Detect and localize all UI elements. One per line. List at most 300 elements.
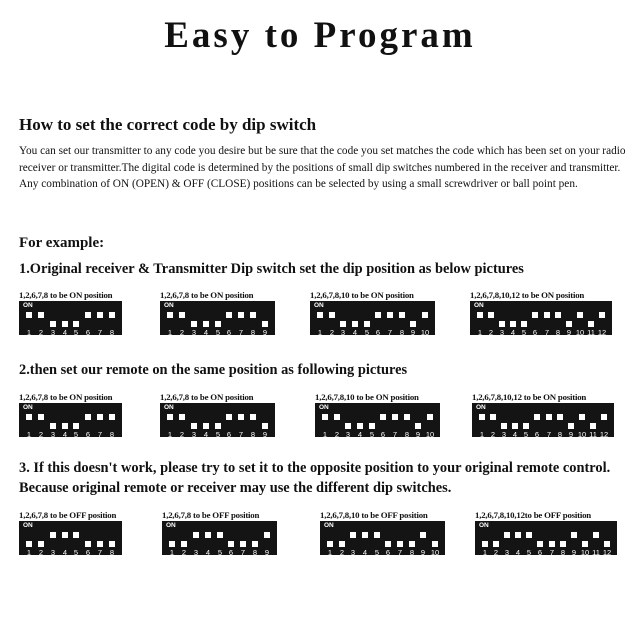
switch-knob-off bbox=[510, 321, 516, 327]
switch-number: 1 bbox=[26, 328, 32, 337]
dip-switch-slot-12 bbox=[604, 532, 610, 547]
switch-number: 8 bbox=[250, 430, 256, 439]
switch-knob-off bbox=[501, 423, 507, 429]
switch-knob-on bbox=[375, 312, 381, 318]
switch-number: 4 bbox=[510, 328, 516, 337]
switch-knob-off bbox=[181, 541, 187, 547]
dip-switch-slot-2 bbox=[179, 414, 185, 429]
on-label: ON bbox=[164, 302, 174, 309]
switch-knob-on bbox=[427, 414, 433, 420]
dip-switch-slot-4 bbox=[352, 312, 358, 327]
dip-switch-slot-8 bbox=[109, 312, 115, 327]
switch-number: 2 bbox=[179, 328, 185, 337]
switch-knob-off bbox=[50, 321, 56, 327]
dip-switch-slot-7 bbox=[240, 532, 246, 547]
dip-switch-slot-4 bbox=[62, 532, 68, 547]
switch-number: 2 bbox=[38, 328, 44, 337]
switch-knob-off bbox=[345, 423, 351, 429]
dip-switch-slot-10 bbox=[427, 414, 433, 429]
dip-switch-slot-4 bbox=[62, 414, 68, 429]
page-title: Easy to Program bbox=[164, 15, 476, 56]
switch-number: 10 bbox=[577, 430, 587, 439]
switch-knob-off bbox=[327, 541, 333, 547]
switch-knob-off bbox=[385, 541, 391, 547]
dip-switch-caption: 1,2,6,7,8 to be ON position bbox=[160, 290, 254, 300]
dip-switch-slot-9 bbox=[568, 414, 574, 429]
switch-knob-on bbox=[205, 532, 211, 538]
switch-number: 2 bbox=[334, 430, 340, 439]
switch-knob-off bbox=[262, 423, 268, 429]
switch-number: 6 bbox=[226, 328, 232, 337]
dip-switch-slot-11 bbox=[590, 414, 596, 429]
dip-switch-slot-4 bbox=[357, 414, 363, 429]
switch-knob-off bbox=[512, 423, 518, 429]
dip-switch-body bbox=[475, 521, 617, 555]
dip-switch-slot-4 bbox=[362, 532, 368, 547]
switch-number: 5 bbox=[364, 328, 370, 337]
dip-switch-slot-9 bbox=[566, 312, 572, 327]
switch-number: 2 bbox=[179, 430, 185, 439]
dip-switch-slot-8 bbox=[557, 414, 563, 429]
dip-switch-slot-2 bbox=[179, 312, 185, 327]
switch-number: 9 bbox=[262, 430, 268, 439]
switch-number: 1 bbox=[317, 328, 323, 337]
switch-number: 1 bbox=[167, 430, 173, 439]
switch-number: 7 bbox=[97, 430, 103, 439]
switch-number: 5 bbox=[369, 430, 375, 439]
dip-switch-slot-2 bbox=[490, 414, 496, 429]
switch-number: 10 bbox=[580, 548, 590, 557]
dip-switch-slot-9 bbox=[264, 532, 270, 547]
switch-number: 5 bbox=[217, 548, 223, 557]
dip-switch-slot-11 bbox=[593, 532, 599, 547]
dip-switch-slot-6 bbox=[85, 532, 91, 547]
switch-number: 1 bbox=[167, 328, 173, 337]
dip-switch-slot-6 bbox=[380, 414, 386, 429]
dip-switch-slot-5 bbox=[73, 312, 79, 327]
switch-number: 8 bbox=[555, 328, 561, 337]
dip-switch-slot-12 bbox=[599, 312, 605, 327]
switch-number: 4 bbox=[62, 548, 68, 557]
switch-knob-on bbox=[534, 414, 540, 420]
switch-knob-off bbox=[352, 321, 358, 327]
dip-switch-slot-3 bbox=[191, 312, 197, 327]
dip-switch-slot-1 bbox=[477, 312, 483, 327]
switch-knob-off bbox=[432, 541, 438, 547]
switch-number: 2 bbox=[490, 430, 496, 439]
dip-switch-slot-7 bbox=[544, 312, 550, 327]
switch-knob-on bbox=[179, 414, 185, 420]
dip-switch-slot-6 bbox=[228, 532, 234, 547]
switch-knob-on bbox=[477, 312, 483, 318]
switch-number: 4 bbox=[205, 548, 211, 557]
dip-switch-slot-3 bbox=[345, 414, 351, 429]
dip-switch-slot-1 bbox=[482, 532, 488, 547]
switch-knob-on bbox=[238, 312, 244, 318]
dip-switch-slot-7 bbox=[238, 414, 244, 429]
switch-knob-on bbox=[479, 414, 485, 420]
switch-knob-off bbox=[109, 541, 115, 547]
on-label: ON bbox=[164, 404, 174, 411]
switch-knob-off bbox=[604, 541, 610, 547]
switch-knob-on bbox=[350, 532, 356, 538]
dip-switch-slot-4 bbox=[205, 532, 211, 547]
switch-number: 6 bbox=[534, 430, 540, 439]
on-label: ON bbox=[476, 404, 486, 411]
switch-knob-off bbox=[203, 423, 209, 429]
switch-number: 4 bbox=[203, 328, 209, 337]
step-2-heading: 2.then set our remote on the same position as following pictures bbox=[19, 362, 408, 378]
on-label: ON bbox=[314, 302, 324, 309]
switch-number: 4 bbox=[62, 430, 68, 439]
switch-number: 2 bbox=[38, 548, 44, 557]
switch-knob-on bbox=[380, 414, 386, 420]
switch-number: 8 bbox=[109, 548, 115, 557]
switch-knob-on bbox=[601, 414, 607, 420]
dip-switch-slot-6 bbox=[385, 532, 391, 547]
dip-switch-slot-3 bbox=[50, 414, 56, 429]
dip-switch-body bbox=[310, 301, 435, 335]
switch-knob-off bbox=[588, 321, 594, 327]
switch-knob-off bbox=[521, 321, 527, 327]
switch-number: 3 bbox=[193, 548, 199, 557]
dip-switch-caption: 1,2,6,7,8 to be ON position bbox=[19, 290, 113, 300]
switch-number: 11 bbox=[587, 328, 595, 337]
dip-switch-slot-1 bbox=[479, 414, 485, 429]
dip-switch-slot-3 bbox=[340, 312, 346, 327]
dip-switch-slot-5 bbox=[73, 532, 79, 547]
switch-knob-off bbox=[410, 321, 416, 327]
switch-knob-on bbox=[38, 414, 44, 420]
switch-number: 5 bbox=[215, 328, 221, 337]
dip-switch-slot-8 bbox=[409, 532, 415, 547]
switch-knob-on bbox=[579, 414, 585, 420]
switch-number: 2 bbox=[488, 328, 494, 337]
switch-number: 6 bbox=[380, 430, 386, 439]
switch-number: 10 bbox=[575, 328, 585, 337]
dip-switch-slot-8 bbox=[109, 414, 115, 429]
switch-number: 5 bbox=[73, 548, 79, 557]
switch-knob-on bbox=[329, 312, 335, 318]
switch-knob-on bbox=[250, 414, 256, 420]
dip-switch-slot-2 bbox=[488, 312, 494, 327]
switch-number: 2 bbox=[181, 548, 187, 557]
switch-number: 4 bbox=[512, 430, 518, 439]
switch-knob-on bbox=[322, 414, 328, 420]
switch-knob-off bbox=[523, 423, 529, 429]
switch-knob-off bbox=[357, 423, 363, 429]
dip-switch-slot-4 bbox=[512, 414, 518, 429]
dip-switch-slot-9 bbox=[262, 312, 268, 327]
switch-knob-off bbox=[38, 541, 44, 547]
switch-knob-on bbox=[577, 312, 583, 318]
dip-switch-slot-3 bbox=[504, 532, 510, 547]
dip-switch-slot-5 bbox=[73, 414, 79, 429]
dip-switch-slot-6 bbox=[85, 312, 91, 327]
switch-number: 6 bbox=[85, 328, 91, 337]
dip-switch-slot-9 bbox=[410, 312, 416, 327]
switch-number: 8 bbox=[109, 328, 115, 337]
switch-number: 10 bbox=[420, 328, 430, 337]
switch-knob-off bbox=[228, 541, 234, 547]
switch-knob-on bbox=[334, 414, 340, 420]
dip-switch-slot-6 bbox=[85, 414, 91, 429]
switch-number: 12 bbox=[597, 328, 607, 337]
switch-number: 3 bbox=[340, 328, 346, 337]
switch-knob-off bbox=[215, 423, 221, 429]
dip-switch-slot-1 bbox=[26, 532, 32, 547]
switch-knob-on bbox=[109, 312, 115, 318]
switch-number: 5 bbox=[374, 548, 380, 557]
switch-knob-on bbox=[264, 532, 270, 538]
switch-number: 9 bbox=[566, 328, 572, 337]
dip-switch-caption: 1,2,6,7,8 to be ON position bbox=[19, 392, 113, 402]
dip-switch-slot-7 bbox=[387, 312, 393, 327]
step-1-dip-switch-row bbox=[0, 290, 640, 360]
on-label: ON bbox=[474, 302, 484, 309]
dip-switch-slot-6 bbox=[375, 312, 381, 327]
dip-switch-slot-1 bbox=[26, 414, 32, 429]
switch-number: 7 bbox=[397, 548, 403, 557]
switch-number: 7 bbox=[240, 548, 246, 557]
switch-number: 6 bbox=[226, 430, 232, 439]
dip-switch-slot-5 bbox=[526, 532, 532, 547]
switch-number: 1 bbox=[482, 548, 488, 557]
dip-switch-slot-6 bbox=[226, 312, 232, 327]
switch-number: 3 bbox=[350, 548, 356, 557]
step-3-heading: 3. If this doesn't work, please try to set it to the opposite position to your original remote control. Because original remote or receiver may use the different dip switches. bbox=[19, 460, 611, 496]
on-label: ON bbox=[319, 404, 329, 411]
switch-number: 9 bbox=[262, 328, 268, 337]
dip-switch-slot-5 bbox=[374, 532, 380, 547]
switch-knob-on bbox=[544, 312, 550, 318]
dip-switch-slot-5 bbox=[215, 414, 221, 429]
switch-number: 5 bbox=[73, 328, 79, 337]
dip-switch-slot-9 bbox=[415, 414, 421, 429]
switch-number: 1 bbox=[327, 548, 333, 557]
switch-knob-on bbox=[85, 414, 91, 420]
switch-number: 12 bbox=[602, 548, 612, 557]
switch-number: 6 bbox=[385, 548, 391, 557]
dip-switch-slot-9 bbox=[420, 532, 426, 547]
switch-knob-off bbox=[62, 321, 68, 327]
dip-switch-slot-2 bbox=[38, 414, 44, 429]
switch-knob-off bbox=[97, 541, 103, 547]
switch-number: 8 bbox=[557, 430, 563, 439]
switch-number: 1 bbox=[169, 548, 175, 557]
dip-switch-slot-10 bbox=[432, 532, 438, 547]
dip-switch-slot-1 bbox=[317, 312, 323, 327]
switch-number: 9 bbox=[264, 548, 270, 557]
dip-switch-caption: 1,2,6,7,8,10 to be ON position bbox=[315, 392, 419, 402]
switch-number: 6 bbox=[375, 328, 381, 337]
switch-knob-on bbox=[26, 414, 32, 420]
dip-switch-slot-3 bbox=[499, 312, 505, 327]
switch-knob-off bbox=[85, 541, 91, 547]
dip-switch-slot-10 bbox=[577, 312, 583, 327]
switch-knob-off bbox=[240, 541, 246, 547]
step-2-dip-switch-row bbox=[0, 392, 640, 462]
switch-number: 3 bbox=[345, 430, 351, 439]
dip-switch-body bbox=[19, 403, 122, 437]
switch-knob-off bbox=[397, 541, 403, 547]
switch-number: 3 bbox=[50, 430, 56, 439]
instruction-paragraph: You can set our transmitter to any code you desire but be sure that the code you set matches the code which has been set on your radio receiver or transmitter.The digital code is determined by the positions of small dip switches numbered in the receiver and transmitter. Any combination of ON (OPEN) & OFF (CLOSE) positions can be selected by using a small screwdriver or ball point pen. bbox=[19, 145, 626, 190]
switch-knob-on bbox=[374, 532, 380, 538]
dip-switch-slot-2 bbox=[334, 414, 340, 429]
dip-switch-slot-3 bbox=[191, 414, 197, 429]
step-1-heading: 1.Original receiver & Transmitter Dip switch set the dip position as below pictures bbox=[19, 261, 524, 277]
dip-switch-slot-7 bbox=[238, 312, 244, 327]
switch-number: 3 bbox=[50, 328, 56, 337]
switch-knob-off bbox=[340, 321, 346, 327]
switch-knob-off bbox=[262, 321, 268, 327]
dip-switch-slot-9 bbox=[262, 414, 268, 429]
dip-switch-caption: 1,2,6,7,8,10,12 to be ON position bbox=[470, 290, 585, 300]
dip-switch-slot-7 bbox=[97, 532, 103, 547]
dip-switch-slot-9 bbox=[571, 532, 577, 547]
switch-number: 9 bbox=[568, 430, 574, 439]
switch-knob-off bbox=[369, 423, 375, 429]
switch-knob-off bbox=[482, 541, 488, 547]
switch-number: 1 bbox=[479, 430, 485, 439]
switch-knob-off bbox=[62, 423, 68, 429]
dip-switch-slot-2 bbox=[38, 312, 44, 327]
switch-knob-on bbox=[238, 414, 244, 420]
switch-knob-on bbox=[392, 414, 398, 420]
switch-knob-on bbox=[532, 312, 538, 318]
switch-number: 8 bbox=[404, 430, 410, 439]
switch-knob-off bbox=[566, 321, 572, 327]
switch-knob-off bbox=[339, 541, 345, 547]
dip-switch-slot-5 bbox=[215, 312, 221, 327]
on-label: ON bbox=[23, 302, 33, 309]
switch-number: 9 bbox=[410, 328, 416, 337]
switch-number: 1 bbox=[26, 430, 32, 439]
switch-number: 8 bbox=[252, 548, 258, 557]
switch-number: 5 bbox=[523, 430, 529, 439]
switch-number: 4 bbox=[352, 328, 358, 337]
switch-number: 1 bbox=[26, 548, 32, 557]
switch-number: 5 bbox=[521, 328, 527, 337]
dip-switch-slot-7 bbox=[549, 532, 555, 547]
switch-number: 11 bbox=[589, 430, 597, 439]
switch-knob-off bbox=[169, 541, 175, 547]
switch-knob-off bbox=[364, 321, 370, 327]
switch-number: 4 bbox=[357, 430, 363, 439]
dip-switch-body bbox=[472, 403, 614, 437]
dip-switch-caption: 1,2,6,7,8,10,12to be OFF position bbox=[475, 510, 591, 520]
dip-switch-slot-2 bbox=[329, 312, 335, 327]
switch-number: 3 bbox=[504, 548, 510, 557]
dip-switch-slot-8 bbox=[252, 532, 258, 547]
dip-switch-slot-4 bbox=[510, 312, 516, 327]
dip-switch-body bbox=[19, 521, 122, 555]
dip-switch-slot-4 bbox=[203, 312, 209, 327]
switch-number: 11 bbox=[592, 548, 600, 557]
switch-knob-on bbox=[420, 532, 426, 538]
switch-knob-on bbox=[73, 532, 79, 538]
example-label: For example: bbox=[19, 235, 105, 251]
dip-switch-body bbox=[160, 403, 275, 437]
switch-knob-on bbox=[193, 532, 199, 538]
switch-knob-on bbox=[167, 414, 173, 420]
switch-knob-on bbox=[571, 532, 577, 538]
dip-switch-slot-7 bbox=[97, 312, 103, 327]
switch-number: 9 bbox=[415, 430, 421, 439]
on-label: ON bbox=[23, 404, 33, 411]
switch-number: 5 bbox=[73, 430, 79, 439]
dip-switch-slot-2 bbox=[181, 532, 187, 547]
dip-switch-slot-8 bbox=[404, 414, 410, 429]
dip-switch-slot-8 bbox=[555, 312, 561, 327]
dip-switch-body bbox=[162, 521, 277, 555]
switch-number: 1 bbox=[477, 328, 483, 337]
switch-number: 7 bbox=[392, 430, 398, 439]
switch-knob-on bbox=[109, 414, 115, 420]
dip-switch-caption: 1,2,6,7,8,10,12 to be ON position bbox=[472, 392, 587, 402]
switch-knob-on bbox=[167, 312, 173, 318]
dip-switch-slot-10 bbox=[579, 414, 585, 429]
switch-knob-off bbox=[415, 423, 421, 429]
switch-knob-on bbox=[555, 312, 561, 318]
dip-switch-slot-8 bbox=[560, 532, 566, 547]
dip-switch-slot-2 bbox=[38, 532, 44, 547]
on-label: ON bbox=[166, 522, 176, 529]
dip-switch-body bbox=[470, 301, 612, 335]
switch-knob-on bbox=[599, 312, 605, 318]
switch-knob-off bbox=[499, 321, 505, 327]
switch-number: 6 bbox=[537, 548, 543, 557]
switch-knob-on bbox=[179, 312, 185, 318]
dip-switch-caption: 1,2,6,7,8 to be ON position bbox=[160, 392, 254, 402]
switch-number: 8 bbox=[409, 548, 415, 557]
dip-switch-slot-2 bbox=[339, 532, 345, 547]
switch-number: 5 bbox=[526, 548, 532, 557]
switch-knob-off bbox=[73, 423, 79, 429]
switch-knob-on bbox=[387, 312, 393, 318]
switch-number: 10 bbox=[425, 430, 435, 439]
switch-knob-on bbox=[26, 312, 32, 318]
switch-knob-off bbox=[582, 541, 588, 547]
switch-number: 2 bbox=[339, 548, 345, 557]
switch-number: 3 bbox=[191, 430, 197, 439]
switch-knob-on bbox=[526, 532, 532, 538]
dip-switch-slot-4 bbox=[515, 532, 521, 547]
switch-knob-on bbox=[362, 532, 368, 538]
switch-knob-off bbox=[560, 541, 566, 547]
switch-knob-on bbox=[404, 414, 410, 420]
switch-number: 7 bbox=[97, 548, 103, 557]
switch-number: 8 bbox=[560, 548, 566, 557]
dip-switch-slot-7 bbox=[546, 414, 552, 429]
switch-number: 2 bbox=[493, 548, 499, 557]
switch-number: 3 bbox=[499, 328, 505, 337]
dip-switch-slot-1 bbox=[322, 414, 328, 429]
switch-knob-off bbox=[203, 321, 209, 327]
dip-switch-slot-5 bbox=[364, 312, 370, 327]
switch-number: 3 bbox=[50, 548, 56, 557]
dip-switch-slot-3 bbox=[350, 532, 356, 547]
dip-switch-caption: 1,2,6,7,8,10 to be OFF position bbox=[320, 510, 428, 520]
dip-switch-slot-1 bbox=[169, 532, 175, 547]
switch-knob-off bbox=[73, 321, 79, 327]
switch-number: 4 bbox=[362, 548, 368, 557]
switch-number: 2 bbox=[329, 328, 335, 337]
switch-knob-on bbox=[488, 312, 494, 318]
switch-knob-on bbox=[557, 414, 563, 420]
switch-number: 7 bbox=[546, 430, 552, 439]
